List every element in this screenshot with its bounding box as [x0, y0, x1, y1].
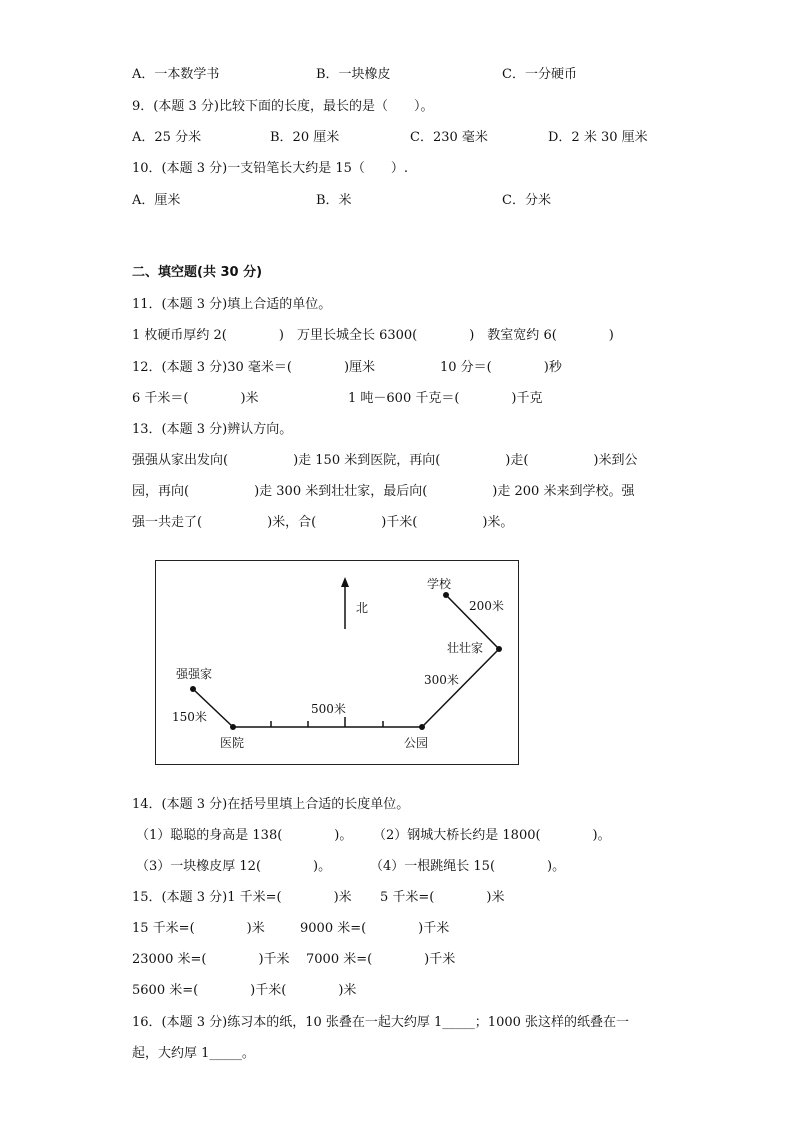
q12-item-2: 10 分＝( )秒	[440, 360, 562, 375]
path-park-zhuang	[422, 649, 499, 727]
q12-item-3: 6 千米＝( )米	[132, 391, 259, 406]
q12-item-4: 1 吨－600 千克＝( )千克	[348, 391, 543, 406]
park-label: 公园	[404, 736, 429, 750]
park-point	[419, 724, 425, 730]
north-arrow-head	[341, 577, 349, 587]
distance-200-label: 200米	[469, 599, 504, 613]
q15-item-5: 23000 米=( )千米	[132, 952, 290, 967]
q11-line: 1 枚硬币厚约 2( ) 万里长城全长 6300( ) 教室宽约 6( )	[132, 328, 614, 343]
q15-item-6: 7000 米=( )千米	[306, 952, 456, 967]
q13-text-line-2: 园，再向( )走 300 米到壮壮家，最后向( )走 200 米来到学校。强	[132, 484, 635, 499]
q9-stem: 9．(本题 3 分)比较下面的长度，最长的是（ ）。	[132, 99, 434, 114]
q10-option-a: A．厘米	[132, 193, 181, 208]
q12-item-1: 12．(本题 3 分)30 毫米＝( )厘米	[132, 360, 376, 375]
distance-300-label: 300米	[424, 673, 459, 687]
q11-stem: 11．(本题 3 分)填上合适的单位。	[132, 297, 332, 312]
q9-option-b: B．20 厘米	[270, 130, 340, 145]
q14-item-4: （4）一根跳绳长 15( )。	[370, 859, 566, 874]
q8-option-a: A．一本数学书	[132, 67, 220, 82]
q8-option-b: B．一块橡皮	[316, 67, 391, 82]
q15-item-2: 5 千米=( )米	[380, 890, 505, 905]
north-label: 北	[356, 601, 369, 615]
hospital-label: 医院	[220, 736, 245, 750]
q14-item-2: （2）钢城大桥长约是 1800( )。	[373, 828, 611, 843]
q14-item-1: （1）聪聪的身高是 138( )。	[136, 828, 353, 843]
q15-item-7: 5600 米=( )千米( )米	[132, 983, 357, 998]
q9-option-a: A．25 分米	[132, 130, 202, 145]
map-svg	[156, 561, 520, 766]
q15-item-4: 9000 米=( )千米	[300, 921, 450, 936]
q16-line-1: 16．(本题 3 分)练习本的纸，10 张叠在一起大约厚 1_____；1000 张这样的纸叠在一	[132, 1015, 630, 1030]
q13-text-line-1: 强强从家出发向( )走 150 米到医院，再向( )走( )米到公	[132, 453, 638, 468]
q13-stem: 13．(本题 3 分)辨认方向。	[132, 422, 293, 437]
q13-text-line-3: 强一共走了( )米，合( )千米( )米。	[132, 515, 514, 530]
home-label: 强强家	[176, 667, 213, 681]
school-label: 学校	[427, 577, 452, 591]
distance-500-label: 500米	[311, 702, 346, 716]
section-title: 二、填空题(共 30 分)	[132, 265, 263, 280]
zhuang-home-point	[496, 646, 502, 652]
q8-option-c: C．一分硬币	[502, 67, 577, 82]
hospital-point	[230, 724, 236, 730]
q14-stem: 14．(本题 3 分)在括号里填上合适的长度单位。	[132, 797, 410, 812]
q9-option-d: D．2 米 30 厘米	[548, 130, 648, 145]
q10-option-b: B．米	[316, 193, 352, 208]
school-point	[443, 592, 449, 598]
home-point	[190, 686, 196, 692]
q15-item-3: 15 千米=( )米	[132, 921, 265, 936]
q10-stem: 10．(本题 3 分)一支铅笔长大约是 15（ ）.	[132, 161, 409, 176]
q9-option-c: C．230 毫米	[410, 130, 488, 145]
direction-map	[155, 560, 519, 765]
zhuang-home-label: 壮壮家	[447, 641, 484, 655]
q14-item-3: （3）一块橡皮厚 12( )。	[136, 859, 332, 874]
q16-line-2: 起，大约厚 1_____。	[132, 1046, 255, 1061]
q15-item-1: 15．(本题 3 分)1 千米=( )米	[132, 890, 352, 905]
distance-150-label: 150米	[172, 710, 207, 724]
q10-option-c: C．分米	[502, 193, 551, 208]
